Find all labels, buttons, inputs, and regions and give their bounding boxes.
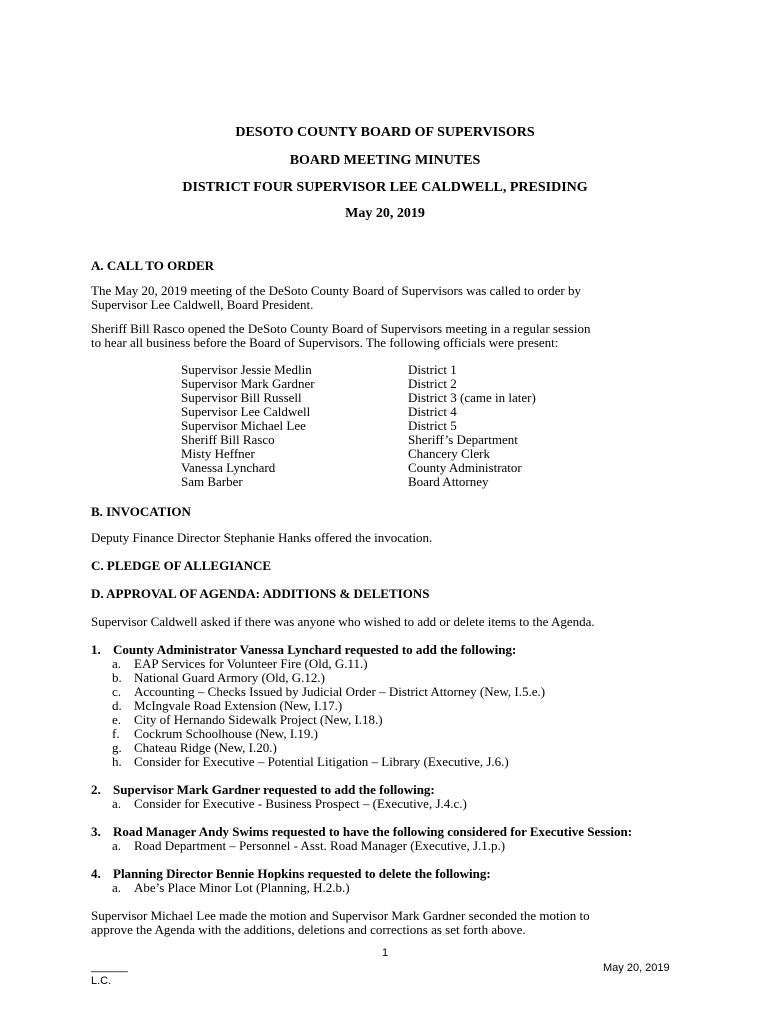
agenda-subitem: h. Consider for Executive – Potential Litigation – Library (Executive, J.6.) [112, 754, 509, 769]
presiding-line: DISTRICT FOUR SUPERVISOR LEE CALDWELL, PRESIDING [182, 180, 588, 195]
section-d-closing-line2: approve the Agenda with the additions, deletions and corrections as set forth above. [91, 922, 526, 937]
section-d-intro: Supervisor Caldwell asked if there was anyone who wished to add or delete items to the Agenda. [91, 614, 595, 629]
official-name: Misty Heffner [181, 446, 255, 461]
agenda-item-text: Supervisor Mark Gardner requested to add the following: [113, 782, 435, 797]
agenda-item-text: Planning Director Bennie Hopkins requested to delete the following: [113, 866, 491, 881]
agenda-subitem: a. Road Department – Personnel - Asst. Road Manager (Executive, J.1.p.) [112, 838, 506, 853]
agenda-item-title [91, 867, 491, 881]
agenda-subitem: a. EAP Services for Volunteer Fire (Old, G.11.) [112, 656, 368, 671]
agenda-subitem: e. City of Hernando Sidewalk Project (New, I.18.) [112, 712, 383, 727]
official-name: Supervisor Bill Russell [181, 390, 302, 405]
agenda-item-text: County Administrator Vanessa Lynchard requested to add the following: [113, 642, 517, 657]
agenda-subitem: d. McIngvale Road Extension (New, I.17.) [112, 698, 343, 713]
section-b-heading: B. INVOCATION [91, 504, 191, 519]
official-name: Supervisor Mark Gardner [181, 376, 315, 391]
official-role: Board Attorney [408, 474, 489, 489]
official-name: Sheriff Bill Rasco [181, 432, 275, 447]
initials-blank: ______ [91, 961, 128, 973]
official-name: Supervisor Jessie Medlin [181, 362, 312, 377]
agenda-item-text: Road Manager Andy Swims requested to have the following considered for Executive Session: [113, 824, 633, 839]
agenda-item-title [91, 643, 516, 657]
agenda-subitem: f. Cockrum Schoolhouse (New, I.19.) [112, 726, 319, 741]
agenda-subitem: b. National Guard Armory (Old, G.12.) [112, 670, 325, 685]
official-role: District 1 [408, 362, 457, 377]
official-role: District 5 [408, 418, 457, 433]
agenda-item-number: 2. [91, 782, 101, 797]
official-name: Supervisor Michael Lee [181, 418, 306, 433]
official-role: District 4 [408, 404, 457, 419]
meeting-date: May 20, 2019 [345, 206, 425, 221]
official-name: Supervisor Lee Caldwell [181, 404, 311, 419]
agenda-item-title [91, 783, 435, 797]
official-role: Chancery Clerk [408, 446, 490, 461]
section-d-heading: D. APPROVAL OF AGENDA: ADDITIONS & DELETIONS [91, 586, 430, 601]
official-name: Sam Barber [181, 474, 243, 489]
agenda-item-title [91, 825, 632, 839]
agenda-item-number: 3. [91, 824, 101, 839]
doc-subtitle: BOARD MEETING MINUTES [289, 153, 481, 168]
initials-label: L.C. [91, 975, 112, 987]
section-a-para2-line1: Sheriff Bill Rasco opened the DeSoto County Board of Supervisors meeting in a regular session [91, 321, 591, 336]
section-a-heading: A. CALL TO ORDER [91, 258, 215, 273]
official-role: County Administrator [408, 460, 522, 475]
section-a-para2-line2: to hear all business before the Board of Supervisors. The following officials were present: [91, 335, 559, 350]
section-c-heading: C. PLEDGE OF ALLEGIANCE [91, 558, 272, 573]
agenda-item-number: 4. [91, 866, 101, 881]
agenda-subitem: a. Consider for Executive - Business Prospect – (Executive, J.4.c.) [112, 796, 467, 811]
page-number: 1 [381, 947, 389, 959]
doc-title: DESOTO COUNTY BOARD OF SUPERVISORS [235, 125, 535, 140]
agenda-subitem: c. Accounting – Checks Issued by Judicial Order – District Attorney (New, I.5.e.) [112, 684, 546, 699]
official-role: District 3 (came in later) [408, 390, 536, 405]
section-a-para1-line2: Supervisor Lee Caldwell, Board President. [91, 297, 314, 312]
section-a-para1-line1: The May 20, 2019 meeting of the DeSoto County Board of Supervisors was called to order by [91, 283, 581, 298]
agenda-subitem: a. Abe’s Place Minor Lot (Planning, H.2.b.) [112, 880, 350, 895]
agenda-item-number: 1. [91, 642, 101, 657]
official-name: Vanessa Lynchard [181, 460, 276, 475]
official-role: District 2 [408, 376, 457, 391]
footer-date: May 20, 2019 [603, 962, 670, 974]
agenda-subitem: g. Chateau Ridge (New, I.20.) [112, 740, 277, 755]
section-d-closing-line1: Supervisor Michael Lee made the motion and Supervisor Mark Gardner seconded the motion to [91, 908, 590, 923]
section-b-text: Deputy Finance Director Stephanie Hanks offered the invocation. [91, 530, 433, 545]
official-role: Sheriff’s Department [408, 432, 518, 447]
